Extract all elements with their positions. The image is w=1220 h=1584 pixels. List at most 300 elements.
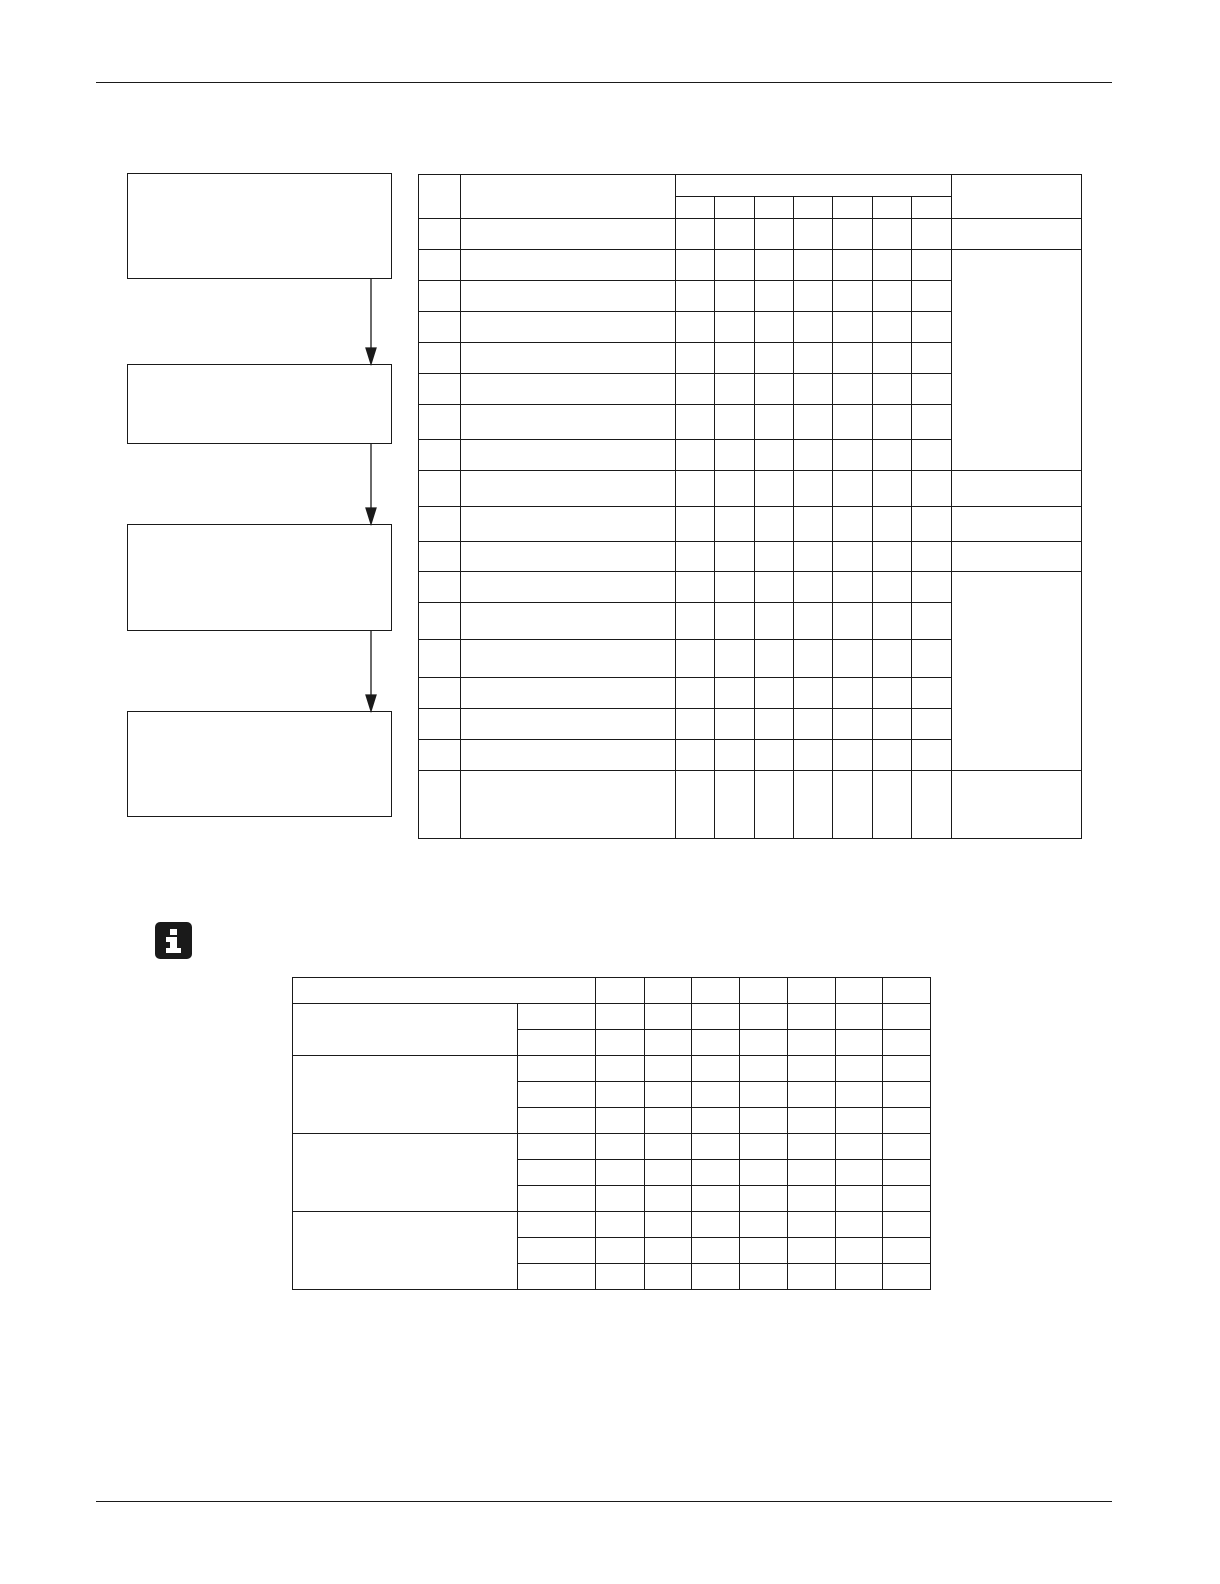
row-no <box>419 507 461 542</box>
header-column <box>596 978 644 1004</box>
indicator-cell <box>676 640 715 678</box>
speed-cell <box>596 1238 644 1264</box>
indicator-cell <box>676 405 715 440</box>
row-label <box>518 1186 596 1212</box>
error-code-table <box>418 174 1082 839</box>
indicator-cell <box>755 603 794 640</box>
row-no <box>419 343 461 374</box>
remedy-cell <box>952 771 1082 839</box>
indicator-cell <box>755 281 794 312</box>
speed-cell <box>882 1134 930 1160</box>
row-description <box>461 740 676 771</box>
row-no <box>419 542 461 572</box>
speed-cell <box>787 1264 835 1290</box>
indicator-cell <box>794 471 833 507</box>
speed-cell <box>644 1238 691 1264</box>
speed-cell <box>596 1082 644 1108</box>
speed-cell <box>835 1030 882 1056</box>
indicator-cell <box>676 440 715 471</box>
indicator-cell <box>794 440 833 471</box>
indicator-cell <box>833 471 873 507</box>
row-description <box>461 405 676 440</box>
indicator-cell <box>676 219 715 250</box>
header-indicator <box>912 197 952 219</box>
indicator-cell <box>912 507 952 542</box>
indicator-cell <box>912 343 952 374</box>
speed-cell <box>644 1056 691 1082</box>
row-no <box>419 374 461 405</box>
group-label <box>293 1134 518 1212</box>
row-no <box>419 678 461 709</box>
table-row <box>293 1134 931 1160</box>
speed-cell <box>835 1264 882 1290</box>
indicator-cell <box>912 405 952 440</box>
speed-cell <box>644 1186 691 1212</box>
row-description <box>461 440 676 471</box>
indicator-cell <box>912 709 952 740</box>
indicator-cell <box>755 740 794 771</box>
speed-cell <box>882 1004 930 1030</box>
indicator-cell <box>873 507 912 542</box>
speed-cell <box>882 1186 930 1212</box>
indicator-cell <box>755 678 794 709</box>
indicator-cell <box>794 572 833 603</box>
indicator-cell <box>833 374 873 405</box>
indicator-cell <box>715 740 755 771</box>
indicator-cell <box>833 542 873 572</box>
row-description <box>461 374 676 405</box>
indicator-cell <box>794 603 833 640</box>
remedy-cell <box>952 471 1082 507</box>
speed-cell <box>644 1212 691 1238</box>
row-no <box>419 640 461 678</box>
table-row <box>419 542 1082 572</box>
indicator-cell <box>912 542 952 572</box>
speed-cell <box>739 1082 787 1108</box>
indicator-cell <box>715 507 755 542</box>
indicator-cell <box>715 312 755 343</box>
speed-cell <box>644 1134 691 1160</box>
speed-cell <box>739 1030 787 1056</box>
indicator-cell <box>794 640 833 678</box>
indicator-cell <box>873 405 912 440</box>
row-description <box>461 603 676 640</box>
row-label <box>518 1134 596 1160</box>
indicator-cell <box>873 640 912 678</box>
indicator-cell <box>833 343 873 374</box>
speed-cell <box>691 1160 739 1186</box>
indicator-cell <box>833 440 873 471</box>
row-description <box>461 507 676 542</box>
indicator-cell <box>912 740 952 771</box>
indicator-cell <box>833 771 873 839</box>
indicator-cell <box>873 312 912 343</box>
speed-cell <box>691 1186 739 1212</box>
indicator-cell <box>873 709 912 740</box>
speed-cell <box>596 1264 644 1290</box>
header-description <box>461 175 676 219</box>
indicator-cell <box>676 771 715 839</box>
header-indicator <box>873 197 912 219</box>
indicator-cell <box>912 219 952 250</box>
header-column <box>787 978 835 1004</box>
group-label <box>293 1004 518 1056</box>
indicator-cell <box>912 312 952 343</box>
indicator-cell <box>794 405 833 440</box>
indicator-cell <box>873 603 912 640</box>
indicator-cell <box>676 374 715 405</box>
speed-cell <box>691 1238 739 1264</box>
speed-cell <box>644 1108 691 1134</box>
indicator-cell <box>715 640 755 678</box>
indicator-cell <box>715 471 755 507</box>
table-row <box>293 1056 931 1082</box>
speed-cell <box>596 1212 644 1238</box>
speed-cell <box>787 1056 835 1082</box>
indicator-cell <box>873 250 912 281</box>
speed-cell <box>787 1004 835 1030</box>
indicator-cell <box>794 507 833 542</box>
indicator-cell <box>794 281 833 312</box>
speed-cell <box>787 1186 835 1212</box>
indicator-cell <box>833 640 873 678</box>
indicator-cell <box>833 507 873 542</box>
indicator-cell <box>833 678 873 709</box>
row-description <box>461 678 676 709</box>
speed-cell <box>691 1056 739 1082</box>
speed-cell <box>691 1030 739 1056</box>
footer-rule <box>96 1501 1112 1502</box>
group-label <box>293 1212 518 1290</box>
indicator-cell <box>676 740 715 771</box>
header-no <box>419 175 461 219</box>
header-indicator-group <box>676 175 952 197</box>
speed-cell <box>739 1212 787 1238</box>
speed-cell <box>835 1212 882 1238</box>
indicator-cell <box>912 640 952 678</box>
indicator-cell <box>873 374 912 405</box>
indicator-cell <box>676 312 715 343</box>
speed-cell <box>644 1082 691 1108</box>
indicator-cell <box>755 405 794 440</box>
row-label <box>518 1082 596 1108</box>
indicator-cell <box>794 250 833 281</box>
row-label <box>518 1056 596 1082</box>
speed-cell <box>787 1030 835 1056</box>
row-no <box>419 709 461 740</box>
header-label <box>293 978 596 1004</box>
speed-cell <box>882 1056 930 1082</box>
header-column <box>739 978 787 1004</box>
indicator-cell <box>833 281 873 312</box>
row-label <box>518 1004 596 1030</box>
indicator-cell <box>715 374 755 405</box>
indicator-cell <box>873 771 912 839</box>
indicator-cell <box>676 678 715 709</box>
table-row <box>419 471 1082 507</box>
header-column <box>882 978 930 1004</box>
remedy-cell <box>952 542 1082 572</box>
speed-cell <box>787 1160 835 1186</box>
indicator-cell <box>755 771 794 839</box>
speed-cell <box>691 1108 739 1134</box>
indicator-cell <box>794 219 833 250</box>
indicator-cell <box>873 281 912 312</box>
speed-cell <box>787 1238 835 1264</box>
row-label <box>518 1212 596 1238</box>
indicator-cell <box>676 709 715 740</box>
speed-cell <box>882 1108 930 1134</box>
speed-cell <box>882 1082 930 1108</box>
indicator-cell <box>755 471 794 507</box>
table-header-row <box>419 175 1082 197</box>
speed-cell <box>835 1160 882 1186</box>
row-no <box>419 250 461 281</box>
speed-cell <box>596 1160 644 1186</box>
speed-cell <box>739 1108 787 1134</box>
indicator-cell <box>794 740 833 771</box>
speed-cell <box>596 1134 644 1160</box>
header-indicator <box>833 197 873 219</box>
table-row <box>419 250 1082 281</box>
row-label <box>518 1264 596 1290</box>
indicator-cell <box>794 312 833 343</box>
row-label <box>518 1030 596 1056</box>
indicator-cell <box>794 542 833 572</box>
indicator-cell <box>833 312 873 343</box>
indicator-cell <box>715 678 755 709</box>
speed-cell <box>691 1082 739 1108</box>
arrow-down-icon <box>366 348 376 364</box>
indicator-cell <box>755 250 794 281</box>
speed-cell <box>644 1004 691 1030</box>
indicator-cell <box>755 440 794 471</box>
indicator-cell <box>715 440 755 471</box>
row-description <box>461 219 676 250</box>
indicator-cell <box>833 709 873 740</box>
header-indicator <box>794 197 833 219</box>
remedy-cell <box>952 507 1082 542</box>
header-indicator <box>715 197 755 219</box>
speed-cell <box>691 1264 739 1290</box>
group-label <box>293 1056 518 1134</box>
row-label <box>518 1238 596 1264</box>
row-label <box>518 1108 596 1134</box>
table-row <box>419 507 1082 542</box>
indicator-cell <box>912 281 952 312</box>
indicator-cell <box>676 603 715 640</box>
table-row <box>293 1004 931 1030</box>
speed-cell <box>739 1004 787 1030</box>
speed-cell <box>739 1160 787 1186</box>
table-row <box>419 219 1082 250</box>
speed-cell <box>739 1186 787 1212</box>
arrow-down-icon <box>366 508 376 524</box>
row-description <box>461 250 676 281</box>
speed-cell <box>835 1108 882 1134</box>
row-description <box>461 572 676 603</box>
indicator-cell <box>912 678 952 709</box>
speed-cell <box>787 1082 835 1108</box>
indicator-cell <box>873 440 912 471</box>
indicator-cell <box>676 250 715 281</box>
speed-cell <box>739 1238 787 1264</box>
indicator-cell <box>676 507 715 542</box>
row-description <box>461 771 676 839</box>
indicator-cell <box>715 343 755 374</box>
speed-cell <box>691 1134 739 1160</box>
arrow-down-icon <box>366 695 376 711</box>
indicator-cell <box>912 374 952 405</box>
speed-cell <box>596 1004 644 1030</box>
speed-cell <box>739 1134 787 1160</box>
indicator-cell <box>794 678 833 709</box>
row-no <box>419 740 461 771</box>
indicator-cell <box>833 405 873 440</box>
header-column <box>644 978 691 1004</box>
indicator-cell <box>873 471 912 507</box>
row-no <box>419 440 461 471</box>
indicator-cell <box>873 219 912 250</box>
row-description <box>461 709 676 740</box>
row-description <box>461 640 676 678</box>
indicator-cell <box>755 542 794 572</box>
indicator-cell <box>715 219 755 250</box>
speed-cell <box>835 1004 882 1030</box>
row-description <box>461 312 676 343</box>
speed-cell <box>882 1264 930 1290</box>
remedy-cell <box>952 250 1082 471</box>
row-label <box>518 1160 596 1186</box>
table-row <box>419 771 1082 839</box>
speed-cell <box>596 1108 644 1134</box>
speed-cell <box>835 1056 882 1082</box>
indicator-cell <box>676 471 715 507</box>
indicator-cell <box>755 312 794 343</box>
indicator-cell <box>833 740 873 771</box>
indicator-cell <box>833 219 873 250</box>
indicator-cell <box>715 250 755 281</box>
speed-cell <box>835 1238 882 1264</box>
speed-cell <box>691 1212 739 1238</box>
header-indicator <box>676 197 715 219</box>
indicator-cell <box>833 603 873 640</box>
row-description <box>461 281 676 312</box>
indicator-cell <box>715 572 755 603</box>
indicator-cell <box>873 542 912 572</box>
indicator-cell <box>715 709 755 740</box>
remedy-cell <box>952 572 1082 771</box>
indicator-cell <box>755 343 794 374</box>
remedy-cell <box>952 219 1082 250</box>
speed-cell <box>835 1134 882 1160</box>
row-description <box>461 542 676 572</box>
indicator-cell <box>755 709 794 740</box>
header-indicator <box>755 197 794 219</box>
indicator-cell <box>755 219 794 250</box>
indicator-cell <box>676 542 715 572</box>
indicator-cell <box>873 343 912 374</box>
indicator-cell <box>755 572 794 603</box>
indicator-cell <box>676 572 715 603</box>
indicator-cell <box>833 250 873 281</box>
indicator-cell <box>715 542 755 572</box>
indicator-cell <box>912 603 952 640</box>
speed-cell <box>882 1030 930 1056</box>
header-remedy <box>952 175 1082 219</box>
indicator-cell <box>794 709 833 740</box>
speed-cell <box>644 1160 691 1186</box>
indicator-cell <box>794 771 833 839</box>
indicator-cell <box>873 740 912 771</box>
speed-cell <box>882 1212 930 1238</box>
info-icon <box>155 922 192 959</box>
speed-cell <box>596 1186 644 1212</box>
row-no <box>419 405 461 440</box>
indicator-cell <box>912 250 952 281</box>
speed-cell <box>739 1264 787 1290</box>
table-row <box>293 1212 931 1238</box>
indicator-cell <box>873 572 912 603</box>
row-description <box>461 471 676 507</box>
indicator-cell <box>676 343 715 374</box>
speed-cell <box>691 1004 739 1030</box>
speed-cell <box>835 1082 882 1108</box>
table-header-row <box>293 978 931 1004</box>
row-no <box>419 471 461 507</box>
header-column <box>835 978 882 1004</box>
speed-cell <box>596 1030 644 1056</box>
speed-cell <box>739 1056 787 1082</box>
indicator-cell <box>912 471 952 507</box>
indicator-cell <box>873 678 912 709</box>
indicator-cell <box>755 374 794 405</box>
indicator-cell <box>912 440 952 471</box>
speed-cell <box>787 1108 835 1134</box>
speed-cell <box>644 1264 691 1290</box>
indicator-cell <box>912 572 952 603</box>
speed-cell <box>882 1238 930 1264</box>
row-no <box>419 281 461 312</box>
row-no <box>419 603 461 640</box>
indicator-cell <box>755 640 794 678</box>
row-description <box>461 343 676 374</box>
indicator-cell <box>912 771 952 839</box>
indicator-cell <box>676 281 715 312</box>
speed-cell <box>835 1186 882 1212</box>
row-no <box>419 572 461 603</box>
indicator-cell <box>715 405 755 440</box>
indicator-cell <box>755 507 794 542</box>
speed-table <box>292 977 931 1290</box>
indicator-cell <box>794 343 833 374</box>
speed-cell <box>787 1134 835 1160</box>
row-no <box>419 771 461 839</box>
indicator-cell <box>794 374 833 405</box>
speed-cell <box>787 1212 835 1238</box>
indicator-cell <box>833 572 873 603</box>
indicator-cell <box>715 281 755 312</box>
row-no <box>419 219 461 250</box>
row-no <box>419 312 461 343</box>
header-column <box>691 978 739 1004</box>
speed-cell <box>596 1056 644 1082</box>
indicator-cell <box>715 771 755 839</box>
speed-cell <box>882 1160 930 1186</box>
indicator-cell <box>715 603 755 640</box>
table-row <box>419 572 1082 603</box>
speed-cell <box>644 1030 691 1056</box>
